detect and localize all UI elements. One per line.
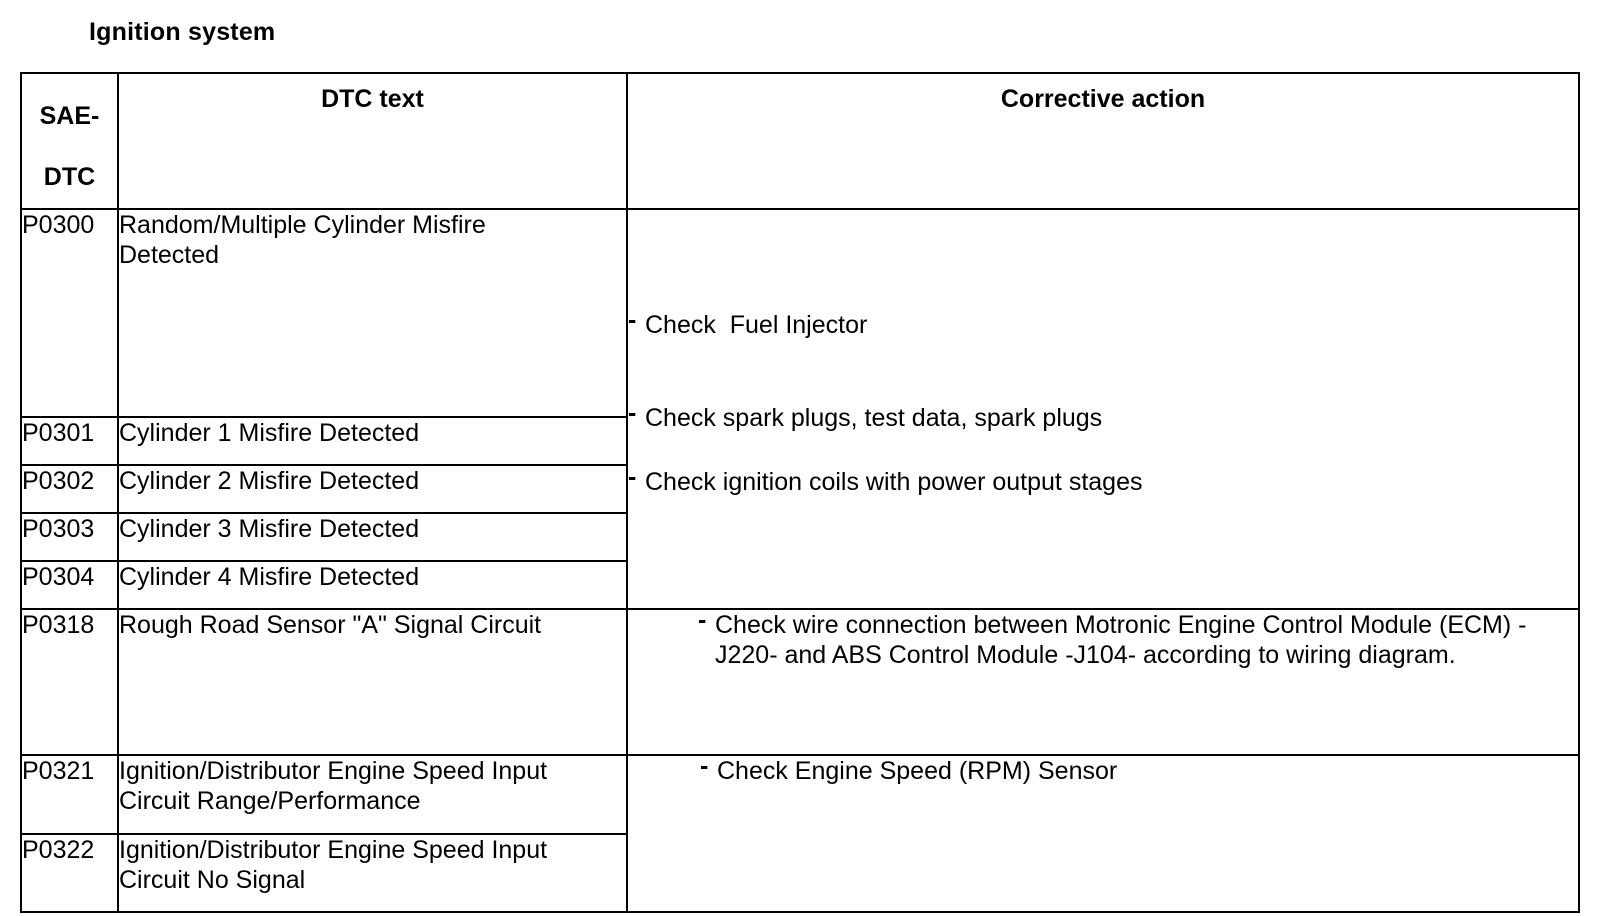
bullet-dash: - bbox=[628, 463, 637, 491]
dtc-code: P0322 bbox=[21, 834, 118, 912]
corrective-action-rough-road bbox=[627, 606, 1579, 755]
header-sae-dtc-line2: DTC bbox=[43, 163, 96, 191]
corrective-action-misfire bbox=[627, 209, 1579, 609]
action-item: - Check wire connection between Motronic Engine Control Module (ECM) -J220- and ABS Control Module -J104- according to wiring diagram. bbox=[698, 606, 1527, 669]
dtc-table bbox=[20, 72, 1580, 913]
page-title: Ignition system bbox=[89, 18, 276, 46]
header-dtc-text: DTC text bbox=[118, 73, 627, 209]
corrective-action-engine-speed bbox=[627, 752, 1579, 912]
dtc-text: Rough Road Sensor "A" Signal Circuit bbox=[118, 609, 627, 755]
table-row bbox=[21, 755, 1579, 834]
dtc-code: P0301 bbox=[21, 417, 118, 465]
dtc-code: P0304 bbox=[21, 561, 118, 609]
action-item: - Check Engine Speed (RPM) Sensor bbox=[700, 752, 1118, 785]
table-row bbox=[21, 609, 1579, 755]
dtc-text: Random/Multiple Cylinder Misfire Detected bbox=[118, 209, 627, 417]
dtc-text: Cylinder 2 Misfire Detected bbox=[118, 465, 627, 513]
dtc-code: P0300 bbox=[21, 209, 118, 417]
dtc-text: Cylinder 4 Misfire Detected bbox=[118, 561, 627, 609]
dtc-text: Ignition/Distributor Engine Speed Input Circuit Range/Performance bbox=[118, 755, 627, 834]
header-sae-dtc-line1: SAE- bbox=[39, 102, 100, 130]
action-item: - Check Fuel Injector bbox=[628, 306, 868, 339]
header-sae-dtc bbox=[21, 73, 118, 209]
dtc-text: Cylinder 3 Misfire Detected bbox=[118, 513, 627, 561]
bullet-dash: - bbox=[628, 306, 637, 334]
header-corrective-action: Corrective action bbox=[627, 73, 1579, 209]
bullet-dash: - bbox=[700, 752, 709, 780]
table-row bbox=[21, 209, 1579, 417]
dtc-code: P0321 bbox=[21, 755, 118, 834]
header-row bbox=[21, 73, 1579, 209]
dtc-code: P0318 bbox=[21, 609, 118, 755]
bullet-dash: - bbox=[698, 606, 707, 634]
action-item: - Check ignition coils with power output stages bbox=[628, 463, 1143, 496]
dtc-code: P0303 bbox=[21, 513, 118, 561]
action-item: - Check spark plugs, test data, spark plugs bbox=[628, 399, 1103, 432]
bullet-dash: - bbox=[628, 399, 637, 427]
dtc-text: Ignition/Distributor Engine Speed Input Circuit No Signal bbox=[118, 834, 627, 912]
dtc-code: P0302 bbox=[21, 465, 118, 513]
dtc-text: Cylinder 1 Misfire Detected bbox=[118, 417, 627, 465]
